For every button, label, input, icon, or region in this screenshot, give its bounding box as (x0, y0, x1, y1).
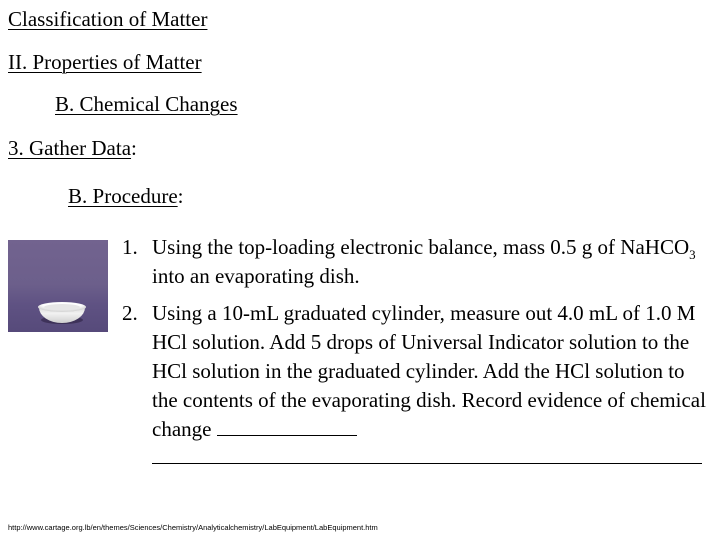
heading-procedure (68, 184, 184, 208)
procedure-colon: : (177, 184, 184, 208)
evaporating-dish-photo (8, 240, 108, 332)
heading-properties-of-matter: II. Properties of Matter (8, 50, 202, 74)
source-url: http://www.cartage.org.lb/en/themes/Sciences/Chemistry/Analyticalchemistry/LabEquipment/LabEquipment.htm (8, 523, 378, 532)
answer-blank (217, 416, 357, 436)
step-number: 2. (122, 301, 138, 325)
procedure-step-1 (122, 233, 714, 291)
heading-gather-data (8, 136, 137, 160)
step-text: Using a 10-mL graduated cylinder, measure out 4.0 mL of 1.0 M HCl solution. Add 5 drops of Universal Indicator solution to the HCl solution in the graduated cylinder. Add the HCl solution to the contents of the evaporating dish. Record evidence of chemical change (152, 299, 714, 464)
procedure-steps (122, 233, 714, 464)
gather-data-label: 3. Gather Data (8, 136, 132, 160)
procedure-label: B. Procedure (68, 184, 178, 208)
gather-data-colon: : (131, 136, 137, 160)
step-number: 1. (122, 235, 138, 259)
step-text: Using the top-loading electronic balance, mass 0.5 g of NaHCO$_3$ into an evaporating dish. (152, 235, 696, 288)
answer-blank-line (152, 447, 702, 464)
heading-classification-of-matter: Classification of Matter (8, 7, 208, 31)
procedure-step-2 (122, 299, 714, 464)
heading-chemical-changes: B. Chemical Changes (55, 92, 238, 116)
